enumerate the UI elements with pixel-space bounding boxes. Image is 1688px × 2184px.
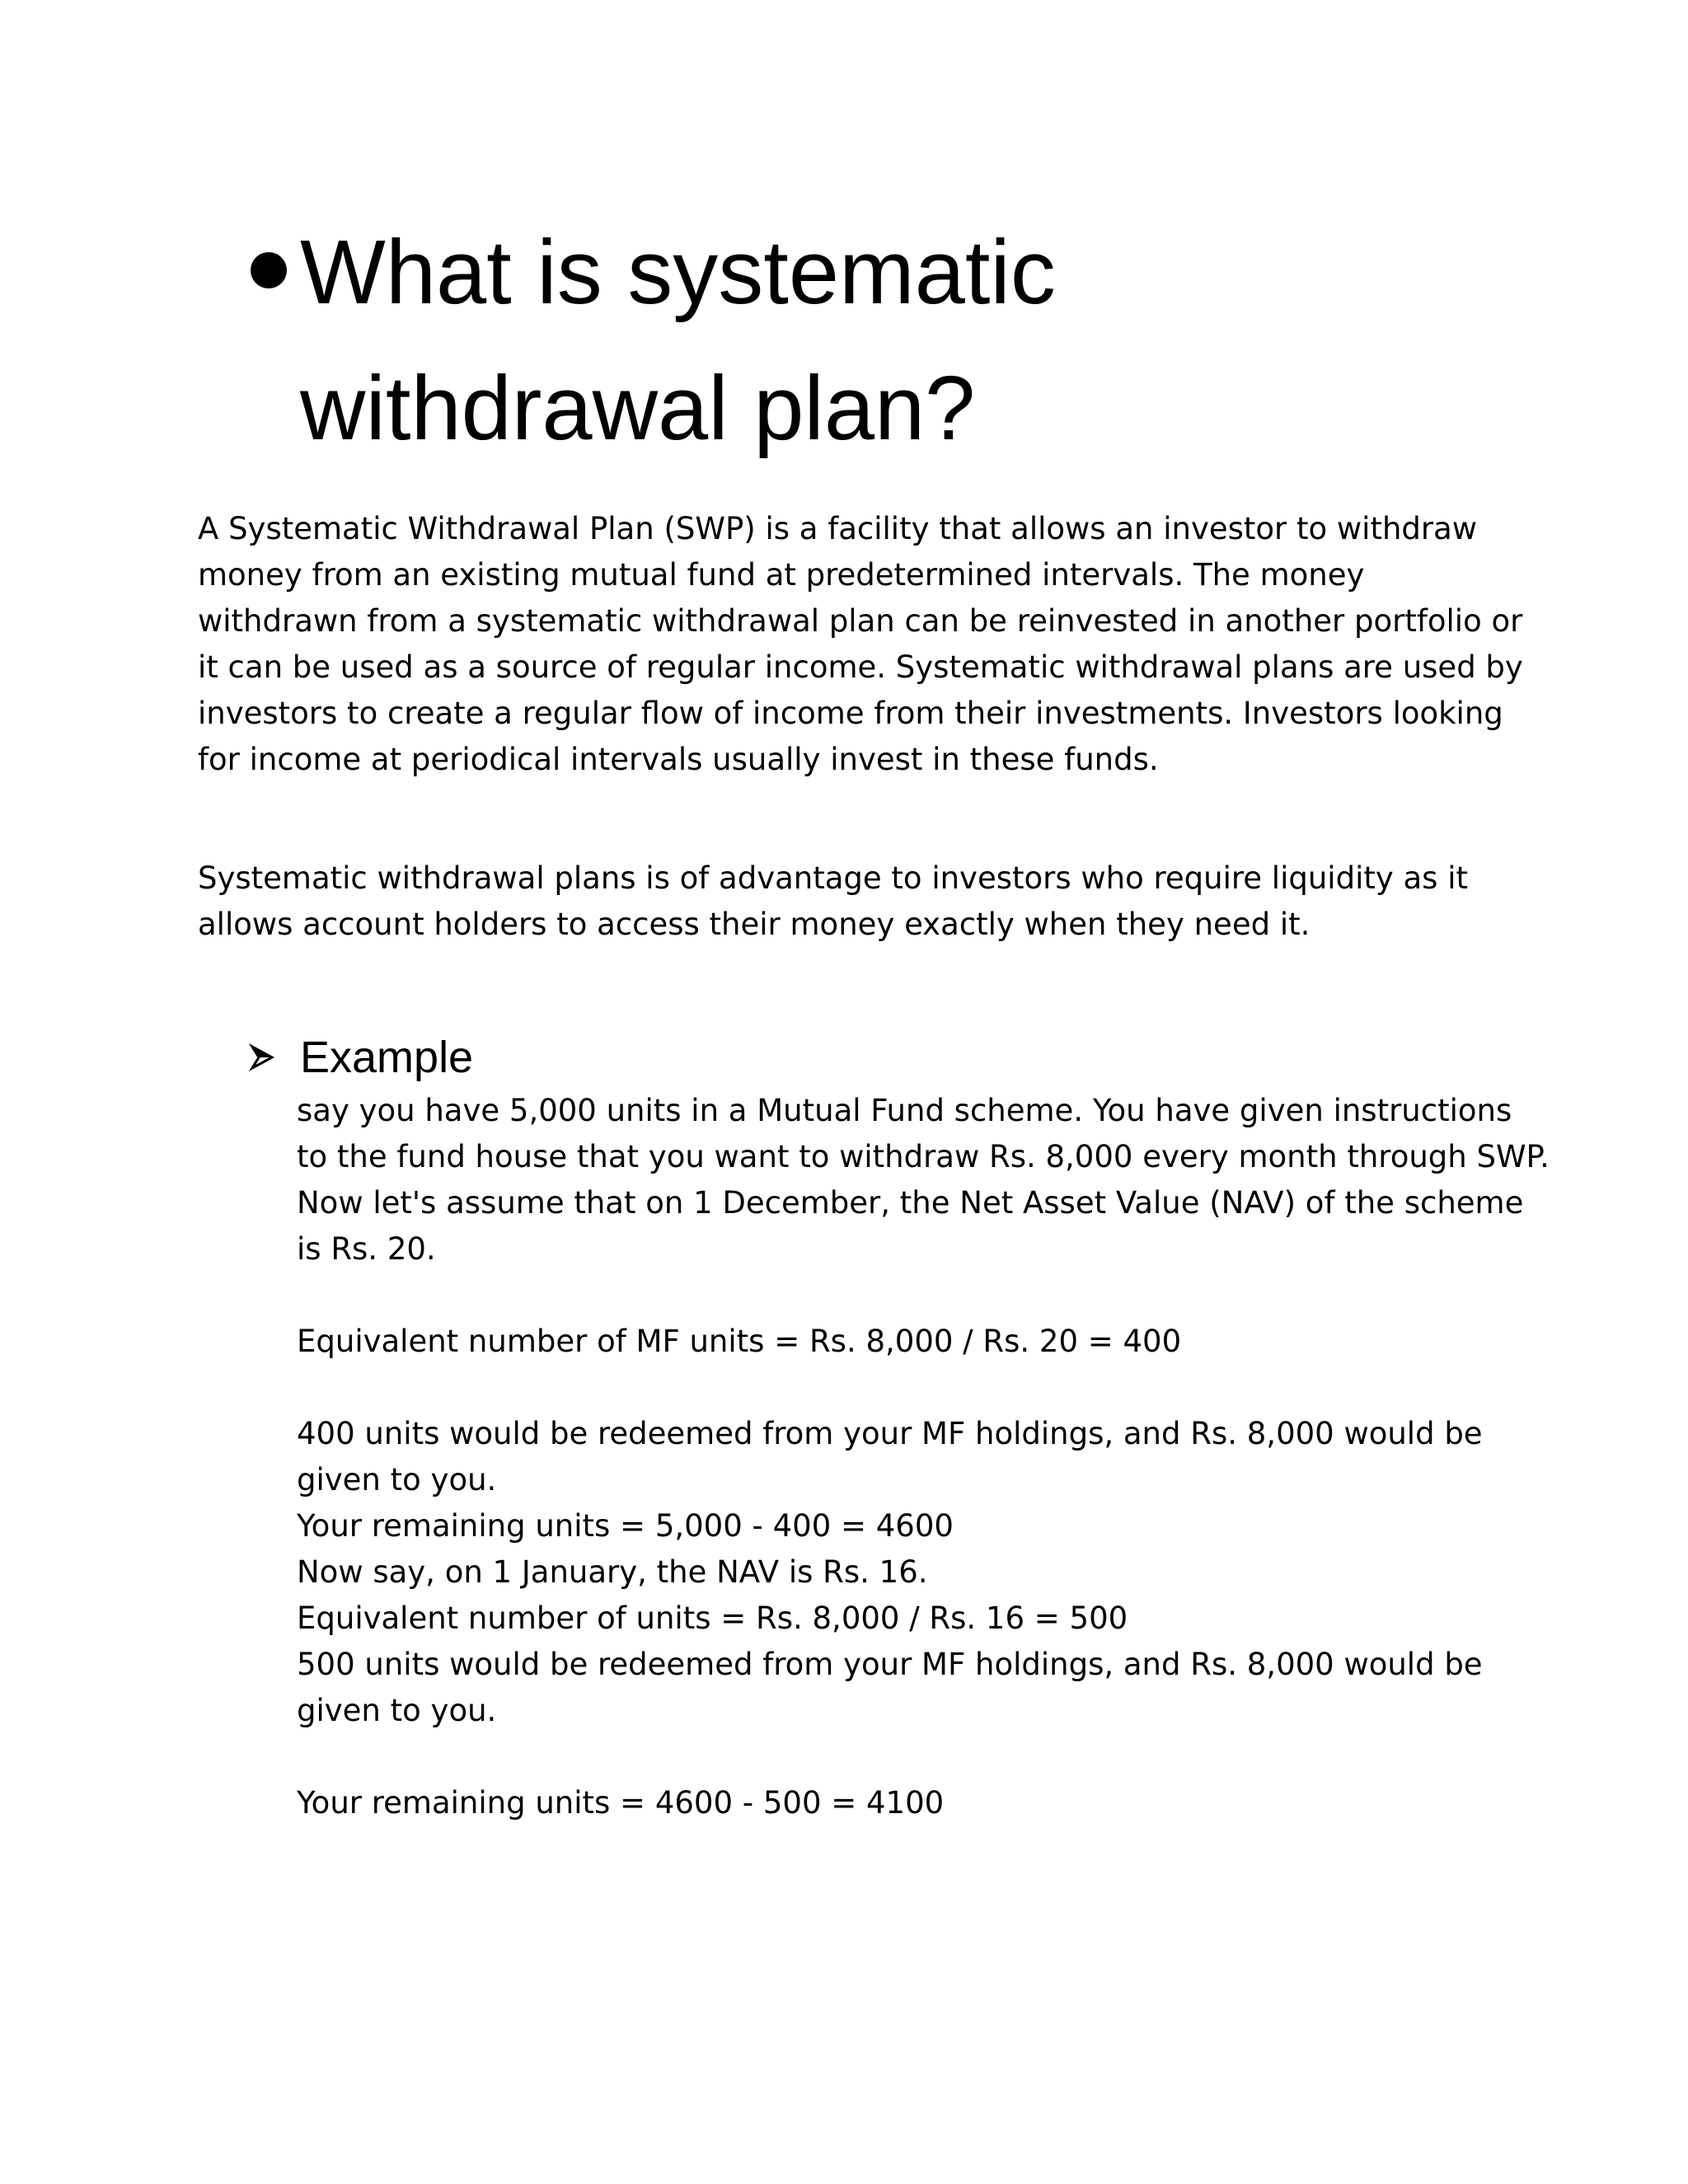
example-heading (247, 1029, 473, 1086)
blank-line (297, 1734, 1550, 1780)
heading-text: What is systematic withdrawal plan? (300, 222, 1056, 459)
paragraph-advantage: Systematic withdrawal plans is of advantage to investors who require liquidity as it allows account holders to access their money exactly when they need it. (198, 860, 1469, 942)
page-heading (251, 204, 1487, 476)
example-intro: say you have 5,000 units in a Mutual Fund scheme. You have given instructions to the fund house that you want to withdraw Rs. 8,000 every month through SWP. Now let's assume that on 1 December, the Net Asset Value (NAV) of the scheme is Rs. 20. (297, 1093, 1550, 1267)
blank-line (297, 1272, 1550, 1319)
example-remaining-january: Your remaining units = 4600 - 500 = 4100 (297, 1785, 945, 1821)
paragraph-definition: A Systematic Withdrawal Plan (SWP) is a facility that allows an investor to withdraw money from an existing mutual fund at predetermined intervals. The money withdrawn from a systematic withdrawal plan can be reinvested in another portfolio or it can be used as a source of regular income. Systematic withdrawal plans are used by investors to create a regular flow of income from their investments. Investors looking for income at periodical intervals usually invest in these funds. (198, 511, 1523, 777)
example-redeemed-january: 500 units would be redeemed from your MF holdings, and Rs. 8,000 would be given to you. (297, 1647, 1483, 1728)
example-nav-january: Now say, on 1 January, the NAV is Rs. 16. (297, 1554, 928, 1590)
blank-line (297, 1365, 1550, 1411)
example-remaining-december: Your remaining units = 5,000 - 400 = 4600 (297, 1508, 954, 1544)
arrowhead-bullet-icon (247, 1043, 275, 1071)
bullet-icon (251, 252, 287, 288)
example-body (297, 1088, 1550, 1826)
example-equivalent-january: Equivalent number of units = Rs. 8,000 / Rs. 16 = 500 (297, 1601, 1128, 1636)
example-redeemed-december: 400 units would be redeemed from your MF holdings, and Rs. 8,000 would be given to you. (297, 1416, 1483, 1497)
example-label: Example (300, 1033, 474, 1082)
example-equivalent-december: Equivalent number of MF units = Rs. 8,000 / Rs. 20 = 400 (297, 1324, 1182, 1359)
